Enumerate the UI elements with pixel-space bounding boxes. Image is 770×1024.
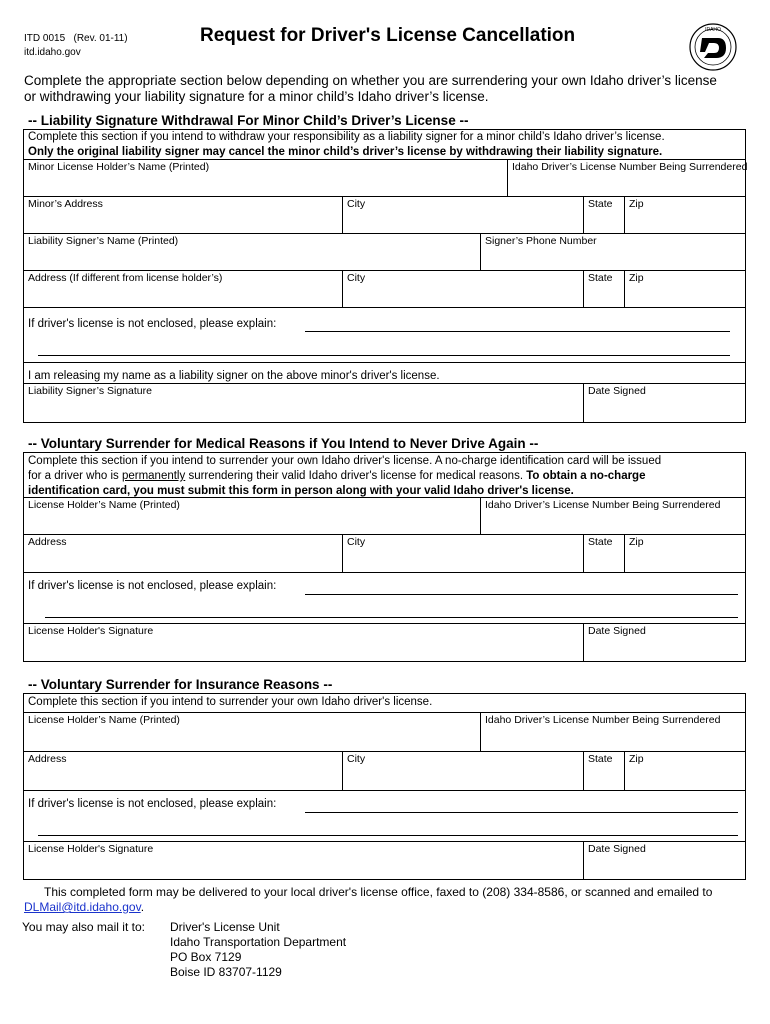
mail-label: You may also mail it to: bbox=[22, 920, 145, 934]
zip-field[interactable] bbox=[625, 197, 745, 232]
city-field[interactable] bbox=[343, 197, 582, 232]
s3-explain-field-line1[interactable] bbox=[305, 796, 738, 812]
s2-city-field[interactable] bbox=[343, 535, 582, 571]
mailing-address bbox=[170, 920, 346, 980]
city2-label: City bbox=[347, 272, 366, 284]
zip-label: Zip bbox=[629, 198, 644, 210]
signer-name-field[interactable] bbox=[24, 234, 479, 269]
explain-field-line2[interactable] bbox=[38, 339, 730, 355]
s3-address-field[interactable] bbox=[24, 752, 341, 789]
state2-label: State bbox=[588, 272, 613, 284]
address-line: Boise ID 83707-1129 bbox=[170, 965, 282, 979]
idaho-logo bbox=[688, 22, 738, 72]
s3-explain-field-line2[interactable] bbox=[38, 819, 738, 835]
s3-city-label: City bbox=[347, 753, 366, 765]
s2-zip-label: Zip bbox=[629, 536, 644, 548]
explain-field-line1[interactable] bbox=[305, 315, 730, 331]
section3-description: Complete this section if you intend to surrender your own Idaho driver's license. bbox=[28, 696, 433, 708]
s2-explain-field-line1[interactable] bbox=[305, 578, 738, 594]
signer-phone-label: Signer’s Phone Number bbox=[485, 235, 597, 247]
s3-date-field[interactable] bbox=[584, 842, 745, 879]
signature-field[interactable] bbox=[24, 384, 582, 422]
section1-title: -- Liability Signature Withdrawal For Minor Child’s Driver’s License -- bbox=[28, 113, 469, 128]
license-number-label: Idaho Driver’s License Number Being Surrendered bbox=[512, 161, 748, 173]
intro-text: Complete the appropriate section below depending on whether you are surrendering your own Idaho driver’s license or withdrawing your liability signature for a minor child’s Idaho driver’s license. bbox=[24, 73, 717, 104]
s2-explain-field-line2[interactable] bbox=[45, 601, 738, 617]
explain-label: If driver's license is not enclosed, please explain: bbox=[28, 318, 277, 330]
state2-field[interactable] bbox=[584, 271, 623, 306]
section3-title: -- Voluntary Surrender for Insurance Reasons -- bbox=[28, 677, 333, 692]
website: itd.idaho.gov bbox=[24, 47, 81, 58]
s3-zip-label: Zip bbox=[629, 753, 644, 765]
section1-description: Complete this section if you intend to withdraw your responsibility as a liability signer for a minor child’s Idaho driver’s license. Only the original liability signer may cancel the minor child’s driver’s license by withdrawing their liability signature. bbox=[28, 131, 665, 158]
signature-label: Liability Signer’s Signature bbox=[28, 385, 152, 397]
email-link[interactable]: DLMail@itd.idaho.gov bbox=[24, 900, 141, 914]
signer-name-label: Liability Signer’s Name (Printed) bbox=[28, 235, 179, 247]
address-line: Driver's License Unit bbox=[170, 920, 280, 934]
minor-name-label: Minor License Holder’s Name (Printed) bbox=[28, 161, 210, 173]
s2-address-field[interactable] bbox=[24, 535, 341, 571]
s2-date-field[interactable] bbox=[584, 624, 745, 661]
city-label: City bbox=[347, 198, 366, 210]
s2-signature-field[interactable] bbox=[24, 624, 582, 661]
address-line: PO Box 7129 bbox=[170, 950, 242, 964]
page-title: Request for Driver's License Cancellation bbox=[200, 25, 576, 46]
s2-signature-label: License Holder's Signature bbox=[28, 625, 154, 637]
date-label: Date Signed bbox=[588, 385, 646, 397]
s2-zip-field[interactable] bbox=[625, 535, 745, 571]
s2-city-label: City bbox=[347, 536, 366, 548]
section2-title: -- Voluntary Surrender for Medical Reasons if You Intend to Never Drive Again -- bbox=[28, 436, 539, 451]
release-statement: I am releasing my name as a liability signer on the above minor's driver's license. bbox=[28, 370, 440, 382]
s3-explain-label: If driver's license is not enclosed, please explain: bbox=[28, 798, 277, 810]
minor-address-label: Minor’s Address bbox=[28, 198, 103, 210]
address-line: Idaho Transportation Department bbox=[170, 935, 347, 949]
s2-license-number-label: Idaho Driver’s License Number Being Surrendered bbox=[485, 499, 721, 511]
s2-license-number-field[interactable] bbox=[481, 498, 745, 533]
signer-address-label: Address (If different from license holder’s) bbox=[28, 272, 223, 284]
s3-city-field[interactable] bbox=[343, 752, 582, 789]
s2-name-label: License Holder’s Name (Printed) bbox=[28, 499, 180, 511]
form-id: ITD 0015 (Rev. 01-11) bbox=[24, 33, 128, 44]
s3-name-label: License Holder’s Name (Printed) bbox=[28, 714, 180, 726]
s3-state-field[interactable] bbox=[584, 752, 623, 789]
s3-name-field[interactable] bbox=[24, 713, 479, 750]
s3-license-number-field[interactable] bbox=[481, 713, 745, 750]
minor-name-field[interactable] bbox=[24, 160, 506, 195]
s3-address-label: Address bbox=[28, 753, 67, 765]
s2-state-label: State bbox=[588, 536, 613, 548]
state-field[interactable] bbox=[584, 197, 623, 232]
zip2-label: Zip bbox=[629, 272, 644, 284]
s3-license-number-label: Idaho Driver’s License Number Being Surrendered bbox=[485, 714, 721, 726]
date-field[interactable] bbox=[584, 384, 745, 422]
state-label: State bbox=[588, 198, 613, 210]
s3-date-label: Date Signed bbox=[588, 843, 646, 855]
s2-explain-label: If driver's license is not enclosed, please explain: bbox=[28, 580, 277, 592]
s3-state-label: State bbox=[588, 753, 613, 765]
s3-signature-label: License Holder's Signature bbox=[28, 843, 154, 855]
s2-date-label: Date Signed bbox=[588, 625, 646, 637]
s3-signature-field[interactable] bbox=[24, 842, 582, 879]
zip2-field[interactable] bbox=[625, 271, 745, 306]
s3-zip-field[interactable] bbox=[625, 752, 745, 789]
svg-text:IDAHO: IDAHO bbox=[705, 27, 721, 33]
city2-field[interactable] bbox=[343, 271, 582, 306]
s2-state-field[interactable] bbox=[584, 535, 623, 571]
license-number-field[interactable] bbox=[508, 160, 748, 195]
section2-description: Complete this section if you intend to surrender your own Idaho driver's license. A no-charge identification card will be issued for a driver who is permanently surrendering their valid Idaho driver's license for medical reasons. To obtain a no-charge identification card, you must submit this form in person along with your valid Idaho driver's license. bbox=[28, 455, 662, 497]
signer-phone-field[interactable] bbox=[481, 234, 745, 269]
signer-address-field[interactable] bbox=[24, 271, 341, 306]
minor-address-field[interactable] bbox=[24, 197, 341, 232]
s2-address-label: Address bbox=[28, 536, 67, 548]
delivery-instructions: This completed form may be delivered to your local driver's license office, faxed to (208) 334-8586, or scanned and emailed to DLMail@itd.idaho.gov. bbox=[24, 885, 713, 914]
s2-name-field[interactable] bbox=[24, 498, 479, 533]
